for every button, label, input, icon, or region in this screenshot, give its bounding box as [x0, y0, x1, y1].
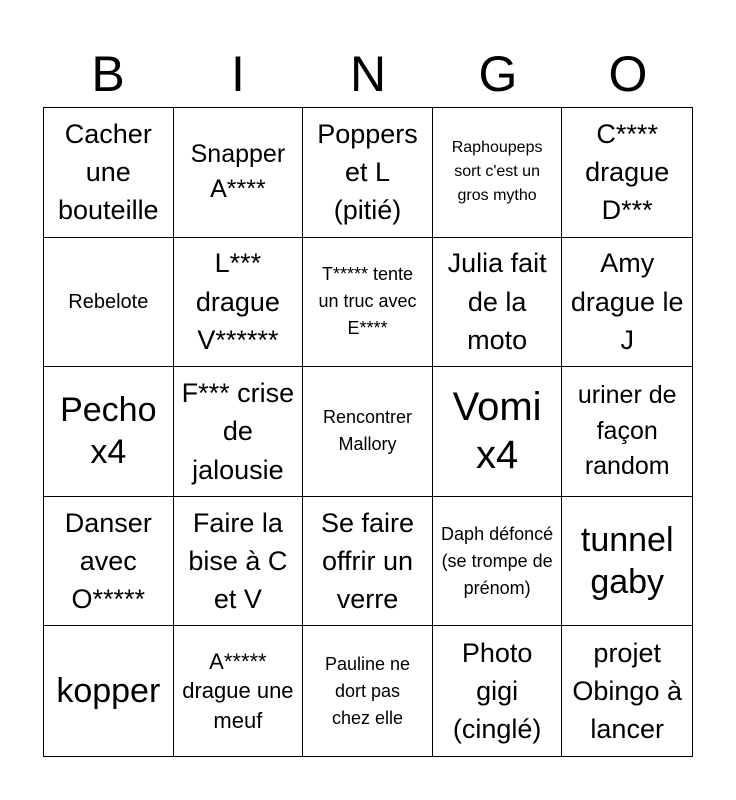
bingo-cell[interactable]: [174, 108, 304, 238]
bingo-cell[interactable]: [303, 367, 433, 497]
cell-text: Pauline ne dort pas chez elle: [324, 653, 411, 728]
bingo-cell[interactable]: [174, 497, 304, 627]
bingo-cell[interactable]: [562, 367, 692, 497]
cell-text: Poppers et L (pitié): [317, 118, 418, 226]
bingo-cell[interactable]: [174, 238, 304, 368]
cell-text: Cacher une bouteille: [58, 118, 159, 226]
bingo-cell[interactable]: [44, 367, 174, 497]
cell-text: Rencontrer Mallory: [322, 407, 413, 455]
cell-text: Pecho x4: [60, 390, 157, 472]
cell-text: Photo gigi (cinglé): [452, 637, 542, 745]
cell-text: Danser avec O*****: [64, 507, 152, 615]
cell-text: tunnel gaby: [580, 520, 674, 602]
bingo-grid: [43, 107, 693, 757]
bingo-cell[interactable]: [44, 497, 174, 627]
bingo-header: [43, 40, 693, 108]
header-letter-o: O: [608, 46, 648, 102]
bingo-cell[interactable]: [433, 367, 563, 497]
cell-text: C**** drague D***: [585, 118, 670, 226]
bingo-cell[interactable]: [44, 238, 174, 368]
bingo-cell[interactable]: [44, 108, 174, 238]
cell-text: Faire la bise à C et V: [188, 507, 288, 615]
cell-text: uriner de façon random: [577, 380, 677, 481]
bingo-cell[interactable]: [174, 626, 304, 756]
header-letter-i: I: [231, 46, 245, 102]
cell-text: A***** drague une meuf: [182, 648, 294, 734]
cell-text: Julia fait de la moto: [447, 248, 547, 356]
cell-text: Daph défoncé (se trompe de prénom): [441, 523, 554, 598]
bingo-cell[interactable]: [44, 626, 174, 756]
cell-text: projet Obingo à lancer: [572, 637, 682, 745]
bingo-cell[interactable]: [562, 626, 692, 756]
bingo-cell[interactable]: [433, 108, 563, 238]
cell-text: T***** tente un truc avec E****: [318, 264, 417, 339]
cell-text: Amy drague le J: [570, 248, 684, 356]
bingo-cell[interactable]: [303, 626, 433, 756]
header-letter-n: N: [349, 46, 387, 102]
bingo-cell[interactable]: [303, 108, 433, 238]
cell-text: Se faire offrir un verre: [320, 507, 415, 615]
bingo-cell[interactable]: [562, 108, 692, 238]
cell-text: Snapper A****: [190, 139, 286, 204]
cell-text: kopper: [56, 671, 161, 710]
bingo-cell[interactable]: [433, 238, 563, 368]
cell-text: L*** drague V******: [195, 248, 280, 356]
header-letter-g: G: [478, 46, 518, 102]
bingo-cell[interactable]: [303, 238, 433, 368]
cell-text: Raphoupeps sort c'est un gros mytho: [451, 139, 543, 205]
cell-text: Vomi x4: [452, 384, 542, 478]
cell-text: Rebelote: [68, 290, 149, 313]
cell-text: F*** crise de jalousie: [181, 378, 295, 485]
bingo-cell[interactable]: [303, 497, 433, 627]
bingo-cell[interactable]: [562, 238, 692, 368]
bingo-cell[interactable]: [433, 626, 563, 756]
bingo-cell[interactable]: [433, 497, 563, 627]
bingo-cell[interactable]: [174, 367, 304, 497]
bingo-cell[interactable]: [562, 497, 692, 627]
header-letter-b: B: [91, 46, 125, 102]
